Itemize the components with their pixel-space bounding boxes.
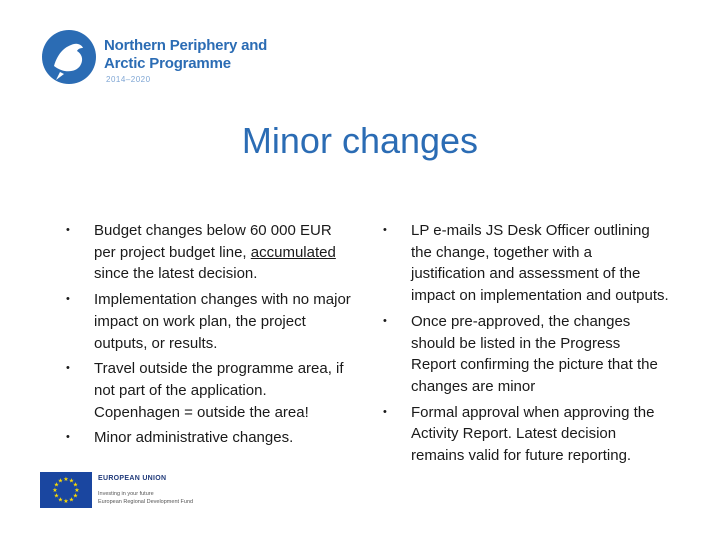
item-text-underlined: accumulated <box>250 243 336 261</box>
svg-text:★: ★ <box>68 496 75 504</box>
bullet-icon: • <box>383 314 387 327</box>
eu-subtitle <box>98 490 193 506</box>
list-item <box>62 220 352 285</box>
svg-text:★: ★ <box>74 487 80 494</box>
eu-name: EUROPEAN UNION <box>98 475 167 482</box>
bullet-icon: • <box>66 431 70 444</box>
svg-text:★: ★ <box>52 487 58 494</box>
svg-text:★: ★ <box>68 477 75 485</box>
eu-subtitle-line-2: European Regional Development Fund <box>98 499 194 505</box>
bullet-icon: • <box>66 224 70 236</box>
item-text-pre: Budget changes below 60 000 EUR per project budget line, <box>94 222 332 261</box>
list-item <box>62 289 352 354</box>
eu-logo <box>40 472 250 512</box>
eu-stars-icon <box>40 472 92 508</box>
eu-subtitle-line-1: Investing in your future <box>98 491 154 497</box>
svg-text:★: ★ <box>72 492 79 500</box>
left-column <box>62 220 352 453</box>
list-item <box>62 427 352 449</box>
item-text: LP e-mails JS Desk Officer outlining the change, together with a justification and assessment of the impact on implementation and outputs. <box>411 222 669 305</box>
list-item <box>379 220 669 307</box>
svg-text:★: ★ <box>57 477 64 485</box>
item-text: Implementation changes with no major impact on work plan, the project outputs, or results. <box>94 291 351 352</box>
right-column <box>379 220 669 471</box>
logo-line-2: Arctic Programme <box>104 55 231 72</box>
svg-text:★: ★ <box>72 481 79 489</box>
svg-text:★: ★ <box>63 476 69 483</box>
list-item <box>379 402 669 467</box>
list-item <box>62 358 352 423</box>
bullet-icon: • <box>66 293 70 306</box>
item-text: Travel outside the programme area, if not part of the application. Copenhagen = outside the area! <box>94 360 344 421</box>
logo-wordmark <box>104 37 267 73</box>
svg-text:★: ★ <box>53 492 60 500</box>
logo-line-1: Northern Periphery and <box>104 37 268 54</box>
item-text-post: since the latest decision. <box>94 265 258 283</box>
bird-icon <box>40 28 98 86</box>
svg-text:★: ★ <box>57 496 64 504</box>
eu-flag-icon <box>40 472 92 508</box>
svg-text:★: ★ <box>63 498 69 505</box>
logo-years: 2014–2020 <box>106 75 151 84</box>
programme-logo <box>40 28 280 88</box>
item-text: Once pre-approved, the changes should be listed in the Progress Report confirming the picture that the changes are minor <box>411 312 658 395</box>
bullet-icon: • <box>383 224 387 236</box>
item-text: Minor administrative changes. <box>94 429 294 447</box>
bullet-icon: • <box>66 362 70 375</box>
slide-title: Minor changes <box>241 120 479 161</box>
svg-text:★: ★ <box>53 481 60 489</box>
bullet-icon: • <box>383 405 387 418</box>
list-item <box>379 311 669 398</box>
item-text: Formal approval when approving the Activity Report. Latest decision remains valid for future reporting. <box>411 403 655 465</box>
